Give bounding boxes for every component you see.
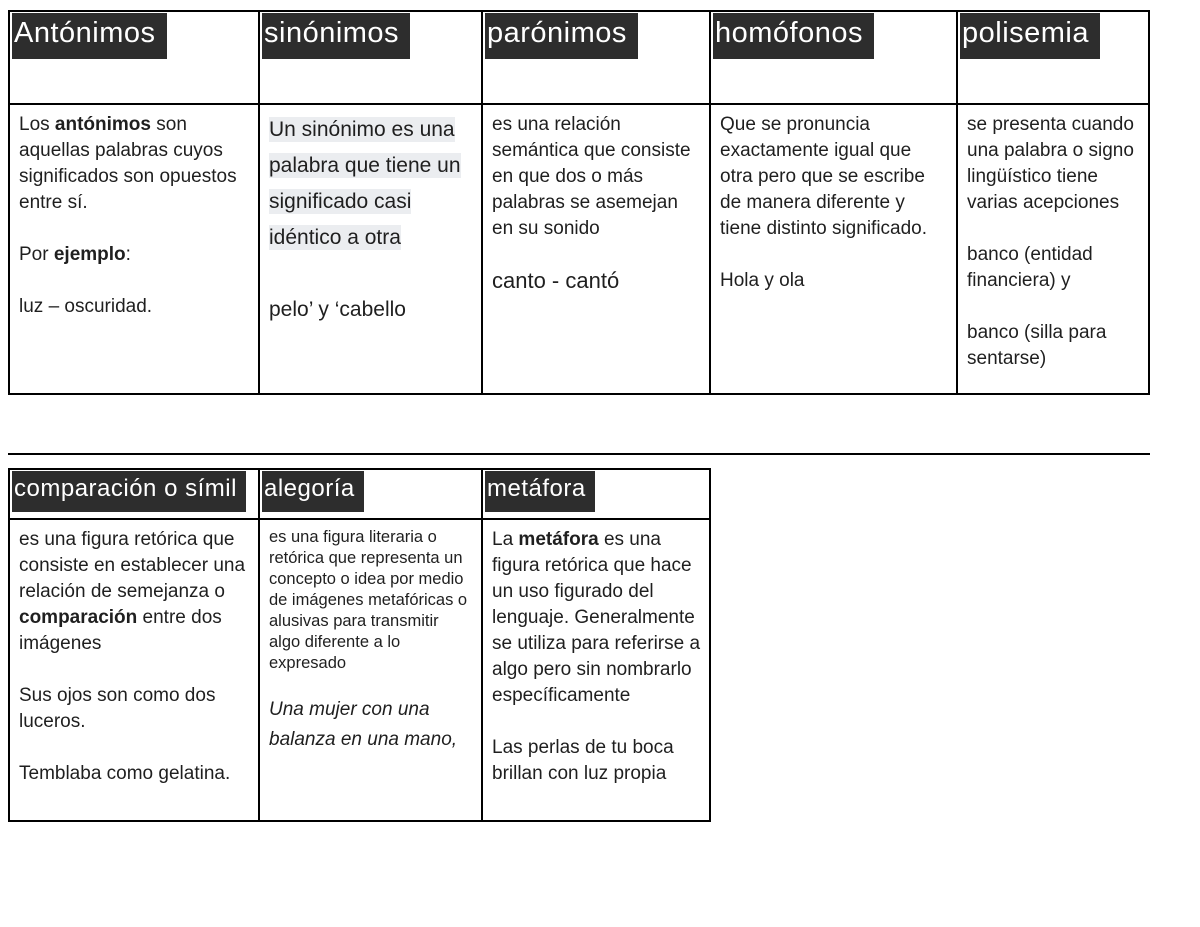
paragraph: es una figura retórica que consiste en establecer una relación de semejanza o comparación entre dos imágenes xyxy=(19,529,246,654)
column-homofonos xyxy=(711,12,958,393)
header-cell-polisemia xyxy=(958,12,1148,105)
example-text: Las perlas de tu boca brillan con luz propia xyxy=(492,737,674,784)
semantic-relations-table xyxy=(8,10,1150,395)
column-metafora xyxy=(483,470,709,820)
example-text: banco (entidad financiera) y xyxy=(967,244,1093,291)
header-label-homofonos: homófonos xyxy=(713,13,874,59)
header-label-paronimos: parónimos xyxy=(485,13,638,59)
header-label-metafora: metáfora xyxy=(485,471,595,512)
column-sinonimos xyxy=(260,12,483,393)
header-cell-comparacion xyxy=(10,470,258,520)
body-cell-paronimos xyxy=(483,105,709,393)
header-cell-metafora xyxy=(483,470,709,520)
column-paronimos xyxy=(483,12,711,393)
example-text: canto - cantó xyxy=(492,268,620,293)
body-cell-homofonos xyxy=(711,105,956,393)
header-label-antonimos: Antónimos xyxy=(12,13,167,59)
column-antonimos xyxy=(10,12,260,393)
body-cell-metafora xyxy=(483,520,709,820)
header-cell-antonimos xyxy=(10,12,258,105)
column-polisemia xyxy=(958,12,1148,393)
body-cell-comparacion xyxy=(10,520,258,820)
header-cell-alegoria xyxy=(260,470,481,520)
header-cell-homofonos xyxy=(711,12,956,105)
column-alegoria xyxy=(260,470,483,820)
example-text-italic: Una mujer con una balanza en una mano, xyxy=(269,699,458,750)
header-label-sinonimos: sinónimos xyxy=(262,13,410,59)
example-text: Temblaba como gelatina. xyxy=(19,763,231,784)
paragraph xyxy=(269,112,473,256)
body-cell-antonimos xyxy=(10,105,258,393)
horizontal-divider xyxy=(8,453,1150,455)
paragraph: Que se pronuncia exactamente igual que otra pero que se escribe de manera diferente y tiene distinto significado. xyxy=(720,114,928,239)
paragraph: se presenta cuando una palabra o signo lingüístico tiene varias acepciones xyxy=(967,114,1134,213)
header-cell-sinonimos xyxy=(260,12,481,105)
highlighted-text: Un sinónimo es una palabra que tiene un significado casi idéntico a otra xyxy=(269,118,461,249)
paragraph: es una figura literaria o retórica que representa un concepto o idea por medio de imágenes metafóricas o alusivas para transmitir algo diferente a lo expresado xyxy=(269,528,468,672)
body-cell-sinonimos xyxy=(260,105,481,393)
example-text: luz – oscuridad. xyxy=(19,296,153,317)
body-cell-polisemia xyxy=(958,105,1148,393)
header-label-alegoria: alegoría xyxy=(262,471,364,512)
body-cell-alegoria xyxy=(260,520,481,820)
paragraph: La metáfora es una figura retórica que hace un uso figurado del lenguaje. Generalmente se utiliza para referirse a algo pero sin nombrarlo específicamente xyxy=(492,529,701,706)
rhetorical-figures-table xyxy=(8,468,711,822)
example-text: pelo’ y ‘cabello xyxy=(269,298,406,321)
paragraph: Los antónimos son aquellas palabras cuyos significados son opuestos entre sí. xyxy=(19,114,237,213)
header-cell-paronimos xyxy=(483,12,709,105)
header-label-comparacion: comparación o símil xyxy=(12,471,246,512)
paragraph: es una relación semántica que consiste en que dos o más palabras se asemejan en su sonido xyxy=(492,114,691,239)
example-text: Sus ojos son como dos luceros. xyxy=(19,685,216,732)
header-label-polisemia: polisemia xyxy=(960,13,1100,59)
column-comparacion xyxy=(10,470,260,820)
paragraph: Por ejemplo: xyxy=(19,244,131,265)
example-text: Hola y ola xyxy=(720,270,805,291)
example-text: banco (silla para sentarse) xyxy=(967,322,1107,369)
